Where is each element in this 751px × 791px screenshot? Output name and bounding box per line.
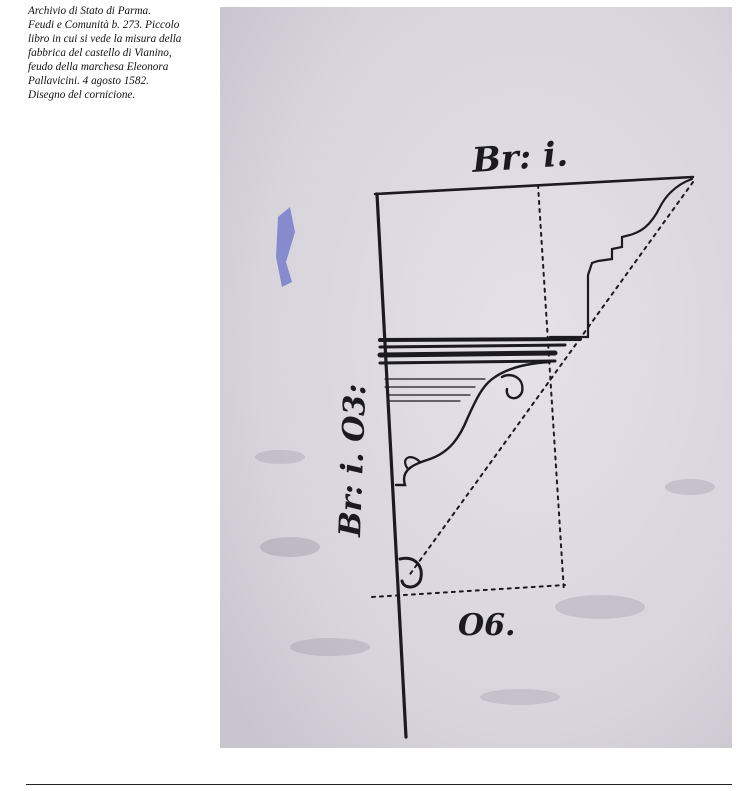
figure-caption [28, 4, 213, 102]
caption-line: Feudi e Comunità b. 273. Piccolo [28, 19, 180, 31]
label-bottom: O6. [458, 608, 516, 643]
caption-line: Disegno del cornicione. [28, 89, 136, 101]
label-side: Br: i. O3: [333, 383, 374, 538]
band-line [380, 345, 565, 347]
band-line [380, 353, 555, 355]
band-line [380, 339, 580, 340]
band-line [380, 361, 555, 363]
caption-line: libro in cui si vede la misura della [28, 33, 182, 45]
caption-line: feudo della marchesa Eleonora [28, 61, 169, 73]
caption-line: Archivio di Stato di Parma. [28, 5, 151, 17]
caption-line: fabbrica del castello di Vianino, [28, 47, 172, 59]
cornice-drawing [220, 7, 732, 748]
page-rule [26, 784, 732, 785]
label-top: Br: i. [470, 134, 570, 181]
caption-line: Pallavicini. 4 agosto 1582. [28, 75, 149, 87]
manuscript-photo [220, 7, 732, 748]
